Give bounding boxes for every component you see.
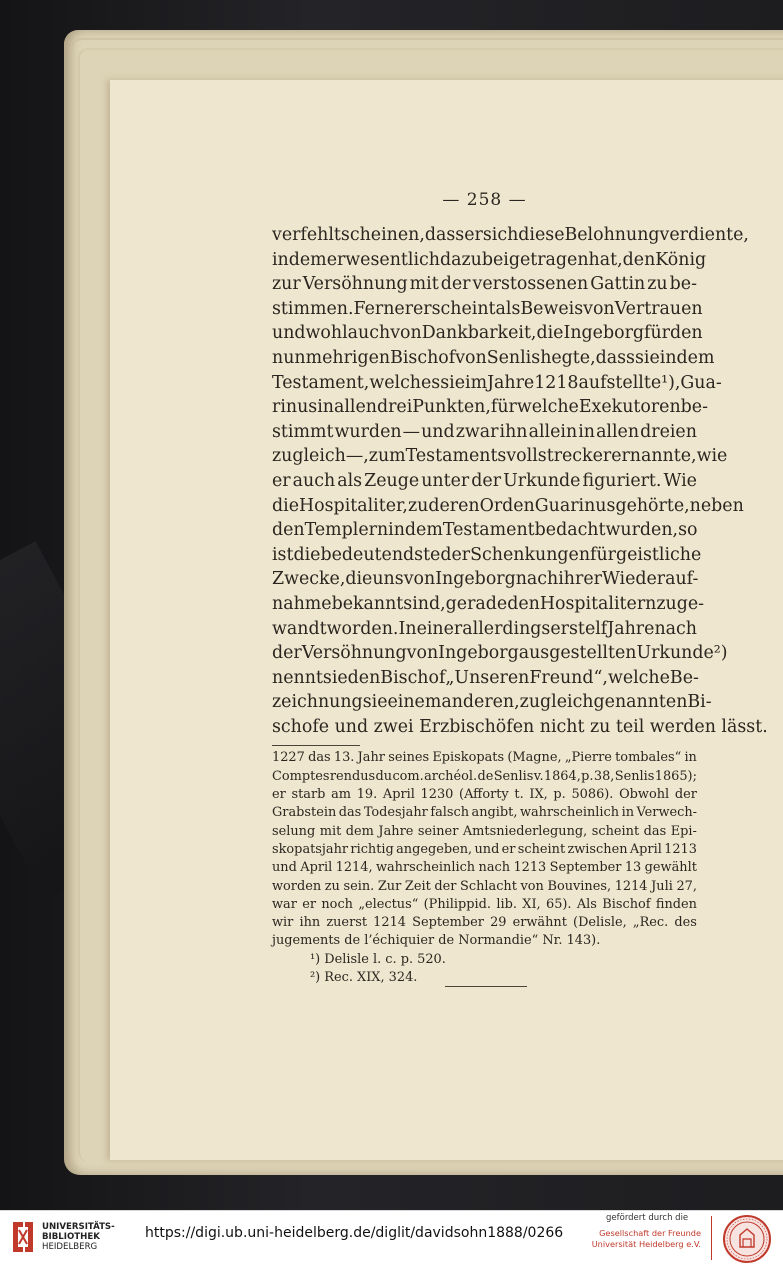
footnote-line: Grabstein das Todesjahr falsch angibt, wahrscheinlich in Verwech-	[272, 805, 697, 821]
footnotes	[272, 749, 697, 950]
footnote-line: selung mit dem Jahre seiner Amtsniederlegung, scheint das Epi-	[272, 823, 697, 839]
library-name-line: BIBLIOTHEK	[42, 1232, 100, 1242]
body-text-line: stimmen. Ferner erscheint als Beweis von Vertrauen	[272, 298, 703, 319]
body-text-line: zugleich —, zum Testamentsvollstrecker ernannte, wie	[272, 446, 728, 467]
body-text-line: Testament, welches sie im Jahre 1218 aufstellte¹), Gua-	[272, 372, 722, 393]
main-text	[272, 223, 768, 739]
reference-note: ¹) Delisle l. c. p. 520.	[310, 951, 446, 967]
sponsor-name-line: Universität Heidelberg e.V.	[591, 1239, 701, 1249]
body-text-line: verfehlt scheinen, dass er sich diese Belohnung verdiente,	[272, 225, 749, 245]
end-rule	[445, 986, 527, 987]
references	[272, 951, 697, 988]
footnote-line: worden zu sein. Zur Zeit der Schlacht von Bouvines, 1214 Juli 27,	[272, 878, 697, 894]
body-text-line: rinus in allen drei Punkten, für welche Exekutoren be-	[272, 397, 708, 418]
body-text-line: er auch als Zeuge unter der Urkunde figuriert. Wie	[272, 470, 697, 491]
library-logo-icon	[10, 1218, 36, 1256]
footnote-line: skopatsjahr richtig angegeben, und er scheint zwischen April 1213	[272, 841, 697, 857]
body-text-line: zur Versöhnung mit der verstossenen Gattin zu be-	[272, 274, 697, 295]
body-text-line: und wohl auch von Dankbarkeit, die Ingeborg für den	[272, 323, 703, 344]
university-seal-icon	[722, 1214, 772, 1264]
body-text-line: nahme bekannt sind, gerade den Hospitalitern zuge-	[272, 593, 705, 614]
text-block	[272, 190, 768, 987]
footnote-rule	[272, 745, 360, 746]
footnote-line: Comptes rendus du com. archéol. de Senlis v. 1864, p. 38, Senlis 1865);	[272, 768, 697, 784]
footnote-line: er starb am 19. April 1230 (Afforty t. IX, p. 5086). Obwohl der	[272, 787, 697, 803]
permalink-url[interactable]: https://digi.ub.uni-heidelberg.de/diglit/davidsohn1888/0266	[145, 1225, 564, 1241]
reference-note: ²) Rec. XIX, 324.	[310, 970, 418, 986]
sponsor-name	[592, 1228, 701, 1250]
sponsor-caption: gefördert durch die	[606, 1213, 689, 1223]
body-text-line: stimmt wurden — und zwar ihn allein in allen dreien	[272, 421, 697, 442]
footnote-line: jugements de l’échiquier de Normandie“ Nr. 143).	[272, 933, 601, 949]
body-text-line: schofe und zwei Erzbischöfen nicht zu teil werden lässt.	[272, 716, 768, 737]
footnote-line: wir ihn zuerst 1214 September 29 erwähnt (Delisle, „Rec. des	[272, 915, 697, 931]
body-text-line: nennt sie den Bischof „Unseren Freund“, welche Be-	[272, 667, 699, 688]
body-text-line: Zwecke, die uns von Ingeborg nach ihrer Wiederauf-	[272, 569, 699, 590]
footnote-line: war er noch „electus“ (Philippid. lib. XI, 65). Als Bischof finden	[272, 896, 697, 912]
library-name-line: HEIDELBERG	[42, 1242, 98, 1252]
body-text-line: die Hospitaliter, zu deren Orden Guarinus gehörte, neben	[272, 495, 744, 516]
body-text-line: der Versöhnung von Ingeborg ausgestellten Urkunde²)	[272, 643, 728, 664]
library-name-line: UNIVERSITÄTS-	[42, 1222, 115, 1232]
body-text-line: wandt worden. In einer allerdings erst elf Jahre nach	[272, 618, 697, 639]
page-number: — 258 —	[442, 190, 527, 210]
body-text-line: zeichnung sie einem anderen, zugleich genannten Bi-	[272, 692, 712, 713]
sponsor-divider	[711, 1216, 712, 1260]
library-name	[42, 1222, 115, 1252]
body-text-line: den Templern in dem Testament bedacht wurden, so	[272, 520, 698, 541]
footnote-line: und April 1214, wahrscheinlich nach 1213 September 13 gewählt	[272, 860, 697, 876]
body-text-line: indem er wesentlich dazu beigetragen hat, den König	[272, 249, 707, 270]
sponsor-name-line: Gesellschaft der Freunde	[599, 1228, 701, 1238]
body-text-line: nunmehrigen Bischof von Senlis hegte, dass sie in dem	[272, 347, 715, 368]
body-text-line: ist die bedeutendste der Schenkungen für geistliche	[272, 544, 702, 565]
footnote-line: 1227 das 13. Jahr seines Episkopats (Magne, „Pierre tombales“ in	[272, 750, 697, 766]
